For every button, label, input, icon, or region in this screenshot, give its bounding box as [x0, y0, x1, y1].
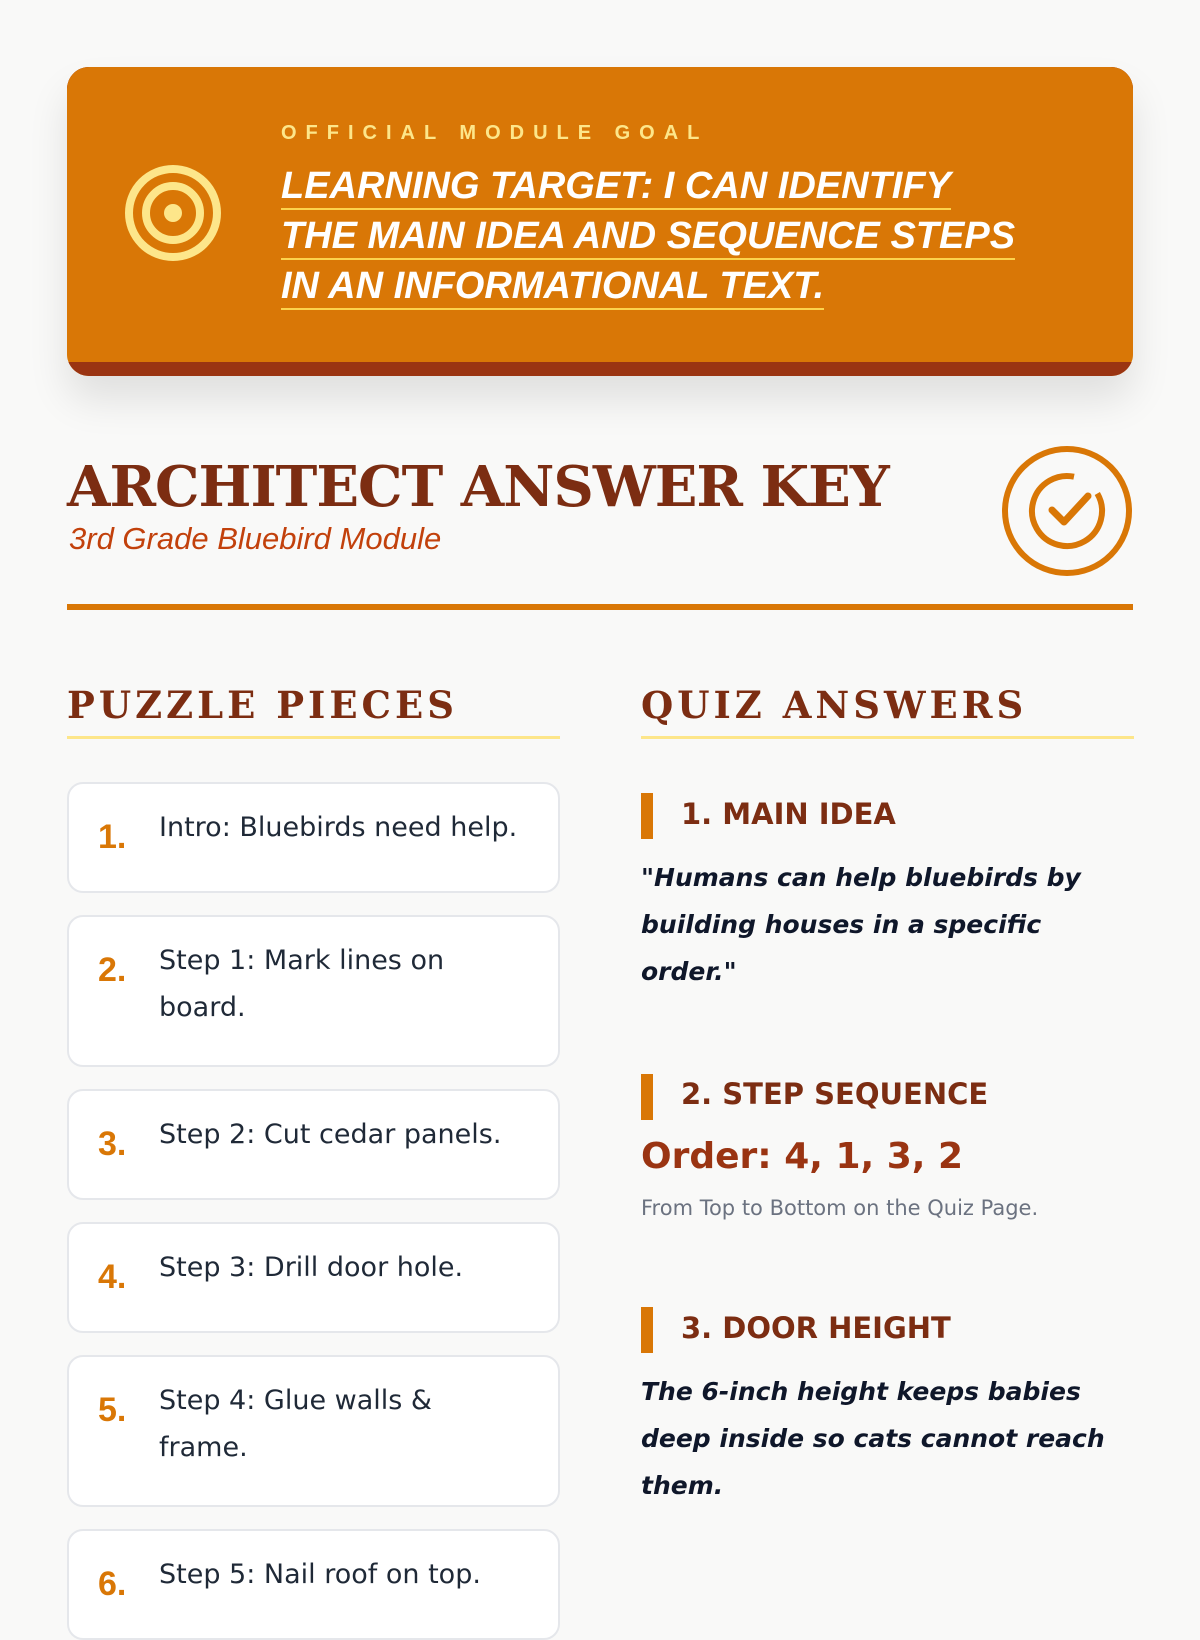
- puzzle-heading-rule: [67, 736, 560, 739]
- puzzle-piece-card: [67, 1222, 560, 1333]
- quiz-heading-rule: [641, 736, 1134, 739]
- step-sequence-note: From Top to Bottom on the Quiz Page.: [641, 1196, 1039, 1220]
- piece-text: Step 2: Cut cedar panels.: [159, 1119, 502, 1150]
- goal-line: THE MAIN IDEA AND SEQUENCE STEPS: [281, 215, 1015, 260]
- puzzle-pieces-heading: PUZZLE PIECES: [67, 683, 458, 727]
- quiz-answers-heading: QUIZ ANSWERS: [641, 683, 1028, 727]
- check-circle-icon: [1000, 444, 1134, 578]
- page-subtitle: 3rd Grade Bluebird Module: [69, 521, 442, 556]
- puzzle-piece-card: [67, 1089, 560, 1200]
- goal-line: IN AN INFORMATIONAL TEXT.: [281, 265, 824, 310]
- piece-number: 3.: [98, 1125, 127, 1163]
- puzzle-piece-card: [67, 1529, 560, 1640]
- piece-number: 4.: [98, 1258, 127, 1296]
- learning-target-text: [281, 161, 1101, 311]
- step-sequence-heading: 2. STEP SEQUENCE: [681, 1077, 989, 1111]
- main-idea-answer: "Humans can help bluebirds by building houses in a specific order.": [641, 863, 1081, 986]
- piece-number: 2.: [98, 951, 127, 989]
- page-title: ARCHITECT ANSWER KEY: [67, 454, 889, 520]
- main-idea-heading: 1. MAIN IDEA: [681, 797, 896, 831]
- answer-marker: [641, 1307, 653, 1353]
- door-height-heading: 3. DOOR HEIGHT: [681, 1311, 951, 1345]
- puzzle-piece-card: [67, 1355, 560, 1507]
- header-divider: [67, 604, 1133, 610]
- door-height-answer: The 6-inch height keeps babies deep inside so cats cannot reach them.: [641, 1377, 1105, 1500]
- goal-line: LEARNING TARGET: I CAN IDENTIFY: [281, 165, 951, 210]
- learning-target-banner: [67, 67, 1133, 376]
- target-icon: [123, 163, 223, 263]
- piece-number: 5.: [98, 1391, 127, 1429]
- answer-marker: [641, 793, 653, 839]
- answer-marker: [641, 1074, 653, 1120]
- piece-text: Step 4: Glue walls & frame.: [159, 1385, 432, 1463]
- piece-number: 1.: [98, 818, 127, 856]
- banner-eyebrow: OFFICIAL MODULE GOAL: [281, 122, 709, 144]
- piece-text: Step 5: Nail roof on top.: [159, 1559, 481, 1590]
- piece-text: Intro: Bluebirds need help.: [159, 812, 518, 843]
- piece-number: 6.: [98, 1565, 127, 1603]
- piece-text: Step 3: Drill door hole.: [159, 1252, 464, 1283]
- puzzle-piece-card: [67, 782, 560, 893]
- piece-text: Step 1: Mark lines on board.: [159, 945, 445, 1023]
- step-sequence-answer: Order: 4, 1, 3, 2: [641, 1136, 964, 1177]
- puzzle-piece-card: [67, 915, 560, 1067]
